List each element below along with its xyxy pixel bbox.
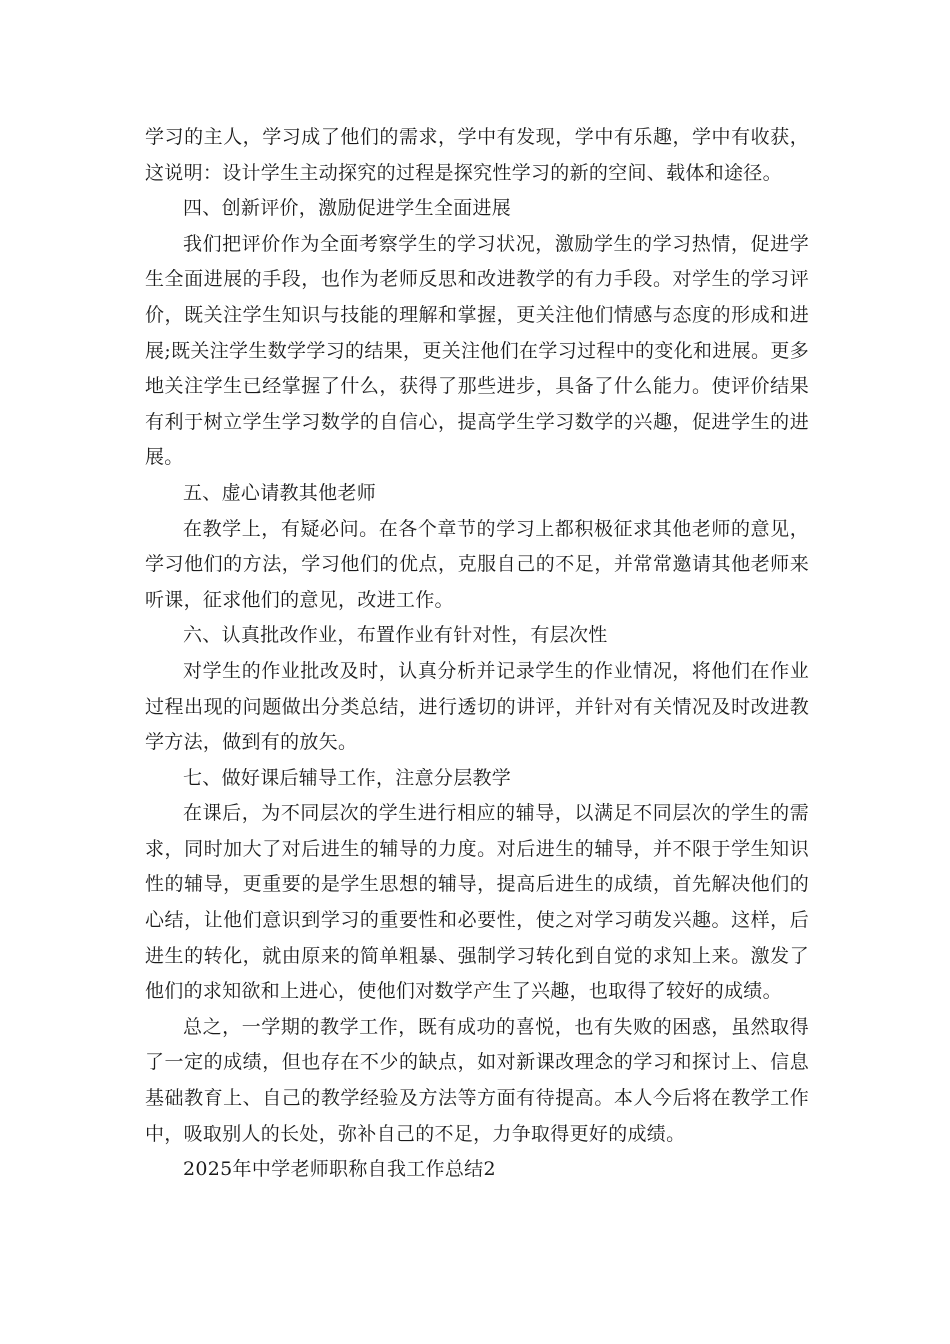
paragraph-homework: 对学生的作业批改及时，认真分析并记录学生的作业情况，将他们在作业过程出现的问题做出分类总结，进行透切的讲评，并针对有关情况及时改进教学方法，做到有的放矢。	[145, 659, 809, 754]
paragraph-tutoring: 在课后，为不同层次的学生进行相应的辅导，以满足不同层次的学生的需求，同时加大了对后进生的辅导的力度。对后进生的辅导，并不限于学生知识性的辅导，更重要的是学生思想的辅导，提高后进生的成绩，首先解决他们的心结，让他们意识到学习的重要性和必要性，使之对学习萌发兴趣。这样，后进生的转化，就由原来的简单粗暴、强制学习转化到自觉的求知上来。激发了他们的求知欲和上进心，使他们对数学产生了兴趣，也取得了较好的成绩。	[145, 802, 809, 1003]
section-heading-7: 七、做好课后辅导工作，注意分层教学	[183, 766, 512, 789]
paragraph-summary: 总之，一学期的教学工作，既有成功的喜悦，也有失败的困惑，虽然取得了一定的成绩，但也存在不少的缺点，如对新课改理念的学习和探讨上、信息基础教育上、自己的教学经验及方法等方面有待提高。本人今后将在教学工作中，吸取别人的长处，弥补自己的不足，力争取得更好的成绩。	[145, 1015, 809, 1145]
next-article-title: 2025年中学老师职称自我工作总结2	[183, 1158, 496, 1181]
document-body	[145, 120, 809, 1188]
paragraph-continued: 学习的主人，学习成了他们的需求，学中有发现，学中有乐趣，学中有收获，这说明：设计学生主动探究的过程是探究性学习的新的空间、载体和途径。	[145, 126, 809, 184]
paragraph-evaluation: 我们把评价作为全面考察学生的学习状况，激励学生的学习热情，促进学生全面进展的手段，也作为老师反思和改进教学的有力手段。对学生的学习评价，既关注学生知识与技能的理解和掌握，更关注他们情感与态度的形成和进展;既关注学生数学学习的结果，更关注他们在学习过程中的变化和进展。更多地关注学生已经掌握了什么，获得了那些进步，具备了什么能力。使评价结果有利于树立学生学习数学的自信心，提高学生学习数学的兴趣，促进学生的进展。	[145, 232, 809, 469]
section-heading-4: 四、创新评价，激励促进学生全面进展	[183, 197, 512, 220]
section-heading-5: 五、虚心请教其他老师	[183, 481, 377, 504]
paragraph-consult-teachers: 在教学上，有疑必问。在各个章节的学习上都积极征求其他老师的意见，学习他们的方法，学习他们的优点，克服自己的不足，并常常邀请其他老师来听课，征求他们的意见，改进工作。	[145, 517, 809, 611]
section-heading-6: 六、认真批改作业，布置作业有针对性，有层次性	[183, 624, 608, 647]
